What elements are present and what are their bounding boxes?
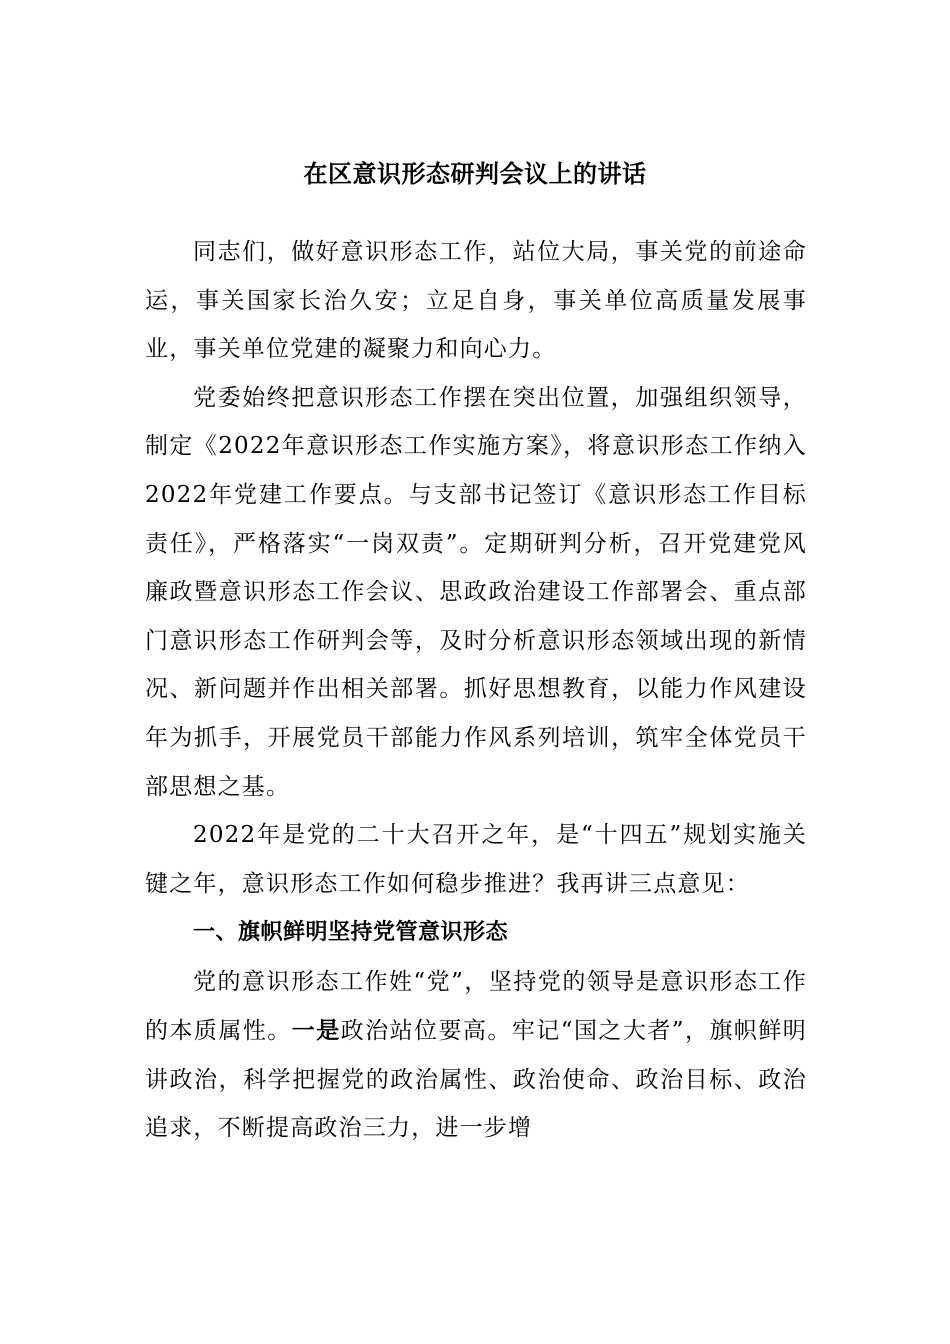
paragraph-opening: 同志们，做好意识形态工作，站位大局，事关党的前途命运，事关国家长治久安；立足自身，事关单位高质量发展事业，事关单位党建的凝聚力和向心力。 [145,239,807,363]
paragraph-section-1 [145,958,807,1152]
section-1-text-post: 政治站位要高。牢记“国之大者”，旗帜鲜明讲政治，科学把握党的政治属性、政治使命、政治目标、政治追求，不断提高政治三力，进一步增 [145,1017,807,1142]
paragraph-2022-intro: 2022年是党的二十大召开之年，是“十四五”规划实施关键之年，意识形态工作如何稳步推进？我再讲三点意见： [145,822,807,897]
document-title: 在区意识形态研判会议上的讲话 [303,160,647,188]
section-heading-1: 一、旗帜鲜明坚持党管意识形态 [193,920,509,946]
section-1-bold-lead: 一是 [291,1017,341,1044]
document-body [145,228,807,1153]
paragraph-party-committee: 党委始终把意识形态工作摆在突出位置，加强组织领导，制定《2022年意识形态工作实施方案》，将意识形态工作纳入2022年党建工作要点。与支部书记签订《意识形态工作目标责任》，严格落实“一岗双责”。定期研判分析，召开党建党风廉政暨意识形态工作会议、思政政治建设工作部署会、重点部门意识形态工作研判会等，及时分析意识形态领域出现的新情况、新问题并作出相关部署。抓好思想教育，以能力作风建设年为抓手，开展党员干部能力作风系列培训，筑牢全体党员干部思想之基。 [145,384,807,800]
section-1-text-pre: 党的意识形态工作姓“党”，坚持党的领导是意识形态工作的本质属性。 [145,969,807,1044]
